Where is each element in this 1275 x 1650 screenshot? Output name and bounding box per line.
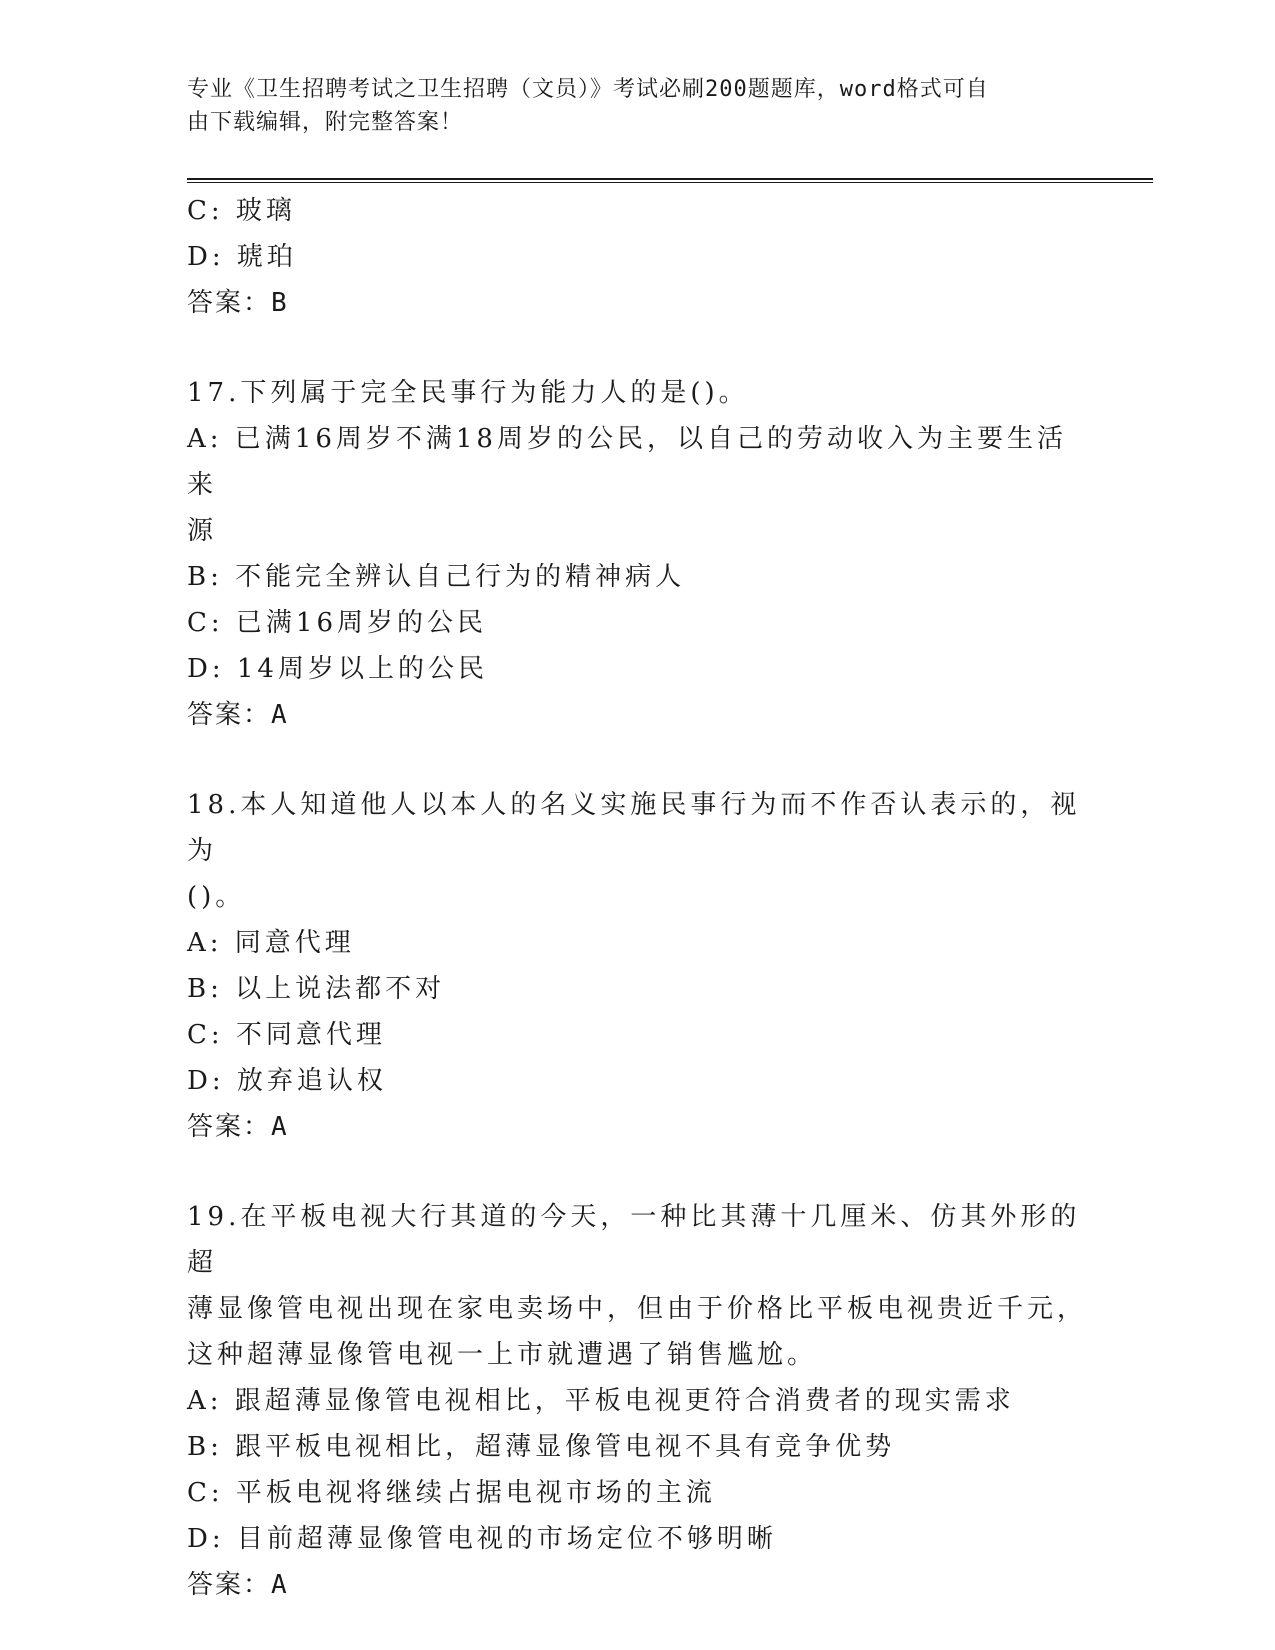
option-c: C: 已满16周岁的公民 <box>187 608 488 638</box>
option-a-continued: 源 <box>187 516 218 546</box>
question-stem: 17.下列属于完全民事行为能力人的是()。 <box>187 378 749 408</box>
spacer <box>187 326 1087 370</box>
answer-line: 答案：B <box>187 288 289 318</box>
option-c: C: 不同意代理 <box>187 1020 386 1050</box>
spacer <box>187 1150 1087 1194</box>
header-divider <box>187 178 1153 183</box>
option-d: D: 14周岁以上的公民 <box>187 654 488 684</box>
question-stem-continued: 薄显像管电视出现在家电卖场中，但由于价格比平板电视贵近千元， <box>187 1294 1088 1324</box>
option-d: D: 放弃追认权 <box>187 1066 387 1096</box>
question-17 <box>187 370 1087 738</box>
question-content <box>187 188 1087 1608</box>
option-c: C: 玻璃 <box>187 196 296 226</box>
option-b: B: 不能完全辨认自己行为的精神病人 <box>187 562 686 592</box>
answer-line: 答案：A <box>187 700 289 730</box>
spacer <box>187 738 1087 782</box>
question-18 <box>187 782 1087 1150</box>
header-title-line-1: 专业《卫生招聘考试之卫生招聘（文员）》考试必刷200题题库，word格式可自 <box>187 77 989 102</box>
carryover-question <box>187 188 1087 326</box>
answer-line: 答案：A <box>187 1112 289 1142</box>
option-a: A: 同意代理 <box>187 928 355 958</box>
document-header <box>187 73 1067 139</box>
question-stem: 19.在平板电视大行其道的今天，一种比其薄十几厘米、仿其外形的超 <box>187 1202 1081 1278</box>
option-b: B: 以上说法都不对 <box>187 974 446 1004</box>
option-a: A: 已满16周岁不满18周岁的公民，以自己的劳动收入为主要生活来 <box>187 424 1067 500</box>
option-c: C: 平板电视将继续占据电视市场的主流 <box>187 1478 716 1508</box>
header-title-line-2: 由下载编辑，附完整答案！ <box>187 110 464 135</box>
question-stem-continued: ()。 <box>187 882 246 912</box>
option-d: D: 目前超薄显像管电视的市场定位不够明晰 <box>187 1524 777 1554</box>
question-stem-continued: 这种超薄显像管电视一上市就遭遇了销售尴尬。 <box>187 1340 818 1370</box>
question-19 <box>187 1194 1087 1608</box>
option-d: D: 琥珀 <box>187 242 297 272</box>
question-stem: 18.本人知道他人以本人的名义实施民事行为而不作否认表示的，视为 <box>187 790 1081 866</box>
answer-line: 答案：A <box>187 1570 289 1600</box>
option-b: B: 跟平板电视相比，超薄显像管电视不具有竞争优势 <box>187 1432 896 1462</box>
option-a: A: 跟超薄显像管电视相比，平板电视更符合消费者的现实需求 <box>187 1386 1015 1416</box>
